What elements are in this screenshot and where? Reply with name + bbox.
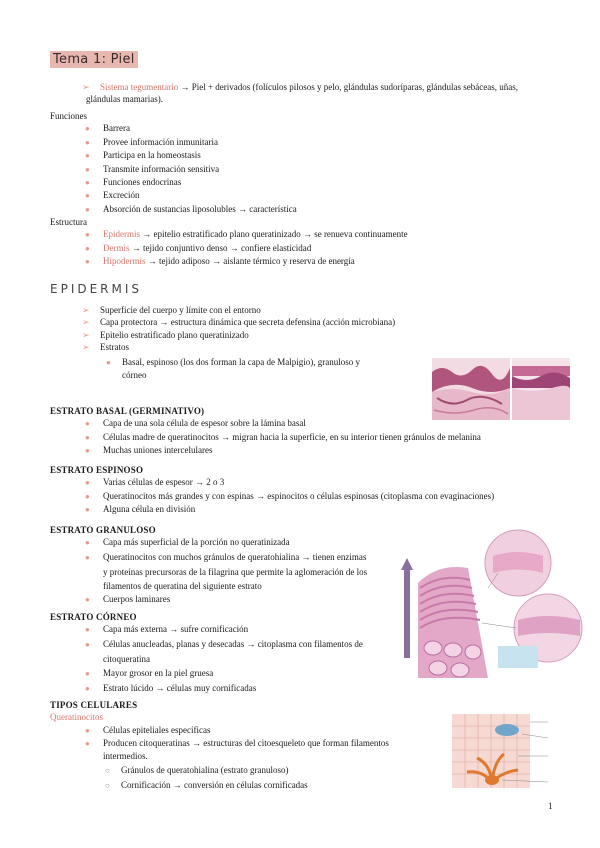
bullet-icon: ● bbox=[85, 739, 90, 749]
list-item: ● Células madre de queratinocitos → migran hacia la superficie, en su interior tienen gránulos de melanina bbox=[50, 431, 550, 444]
basal-section bbox=[50, 405, 550, 458]
list-item: ● Alguna célula en división bbox=[50, 503, 550, 516]
intro-continuation: glándulas mamarias). bbox=[86, 94, 163, 105]
funciones-section bbox=[50, 110, 550, 216]
bullet-icon: ● bbox=[85, 594, 90, 604]
list-item: ● Dermis → tejido conjuntivo denso → confiere elasticidad bbox=[50, 242, 550, 255]
bullet-icon: ● bbox=[85, 230, 90, 240]
list-item: ➢ Estratos bbox=[82, 342, 129, 353]
list-item: ● Hipodermis → tejido adiposo → aislante térmico y reserva de energía bbox=[50, 255, 550, 268]
intro-section bbox=[50, 81, 550, 106]
bullet-icon: ● bbox=[85, 538, 90, 548]
sub-list-item: ○ Gránulos de queratohialina (estrato granuloso) bbox=[50, 763, 550, 778]
list-item: ● Varias células de espesor → 2 o 3 bbox=[50, 476, 550, 489]
bullet-icon: ● bbox=[85, 191, 90, 201]
list-item: ● Queratinocitos más grandes y con espinas → espinocitos o células espinosas (citoplasma con evaginaciones) bbox=[50, 490, 550, 503]
list-item: ● Epidermis → epitelio estratificado plano queratinizado → se renueva continuamente bbox=[50, 228, 550, 241]
list-item: ➢ Epitelio estratificado plano queratinizado bbox=[82, 329, 249, 340]
arrow-bullet-icon: ➢ bbox=[82, 342, 90, 353]
bullet-icon: ● bbox=[85, 124, 90, 134]
estructura-section bbox=[50, 216, 550, 269]
list-item: ● Participa en la homeostasis bbox=[50, 149, 550, 162]
list-item: ● Estrato lúcido → células muy cornificadas bbox=[50, 681, 550, 696]
list-item: ● Capa de una sola célula de espesor sobre la lámina basal bbox=[50, 417, 550, 430]
list-item: ● Capa más externa → sufre cornificación bbox=[50, 623, 550, 636]
list-item: ● Cuerpos laminares bbox=[50, 593, 550, 606]
list-item: ● Excreción bbox=[50, 189, 550, 202]
bullet-icon: ● bbox=[85, 432, 90, 442]
page-title: Tema 1: Piel bbox=[50, 51, 138, 68]
list-item: ➢ Capa protectora → estructura dinámica que secreta defensina (acción microbiana) bbox=[82, 317, 396, 328]
circle-bullet-icon: ○ bbox=[105, 766, 110, 776]
section-heading-tipos: TIPOS CELULARES bbox=[50, 700, 138, 710]
section-heading-basal: ESTRATO BASAL (GERMINATIVO) bbox=[50, 406, 205, 416]
arrow-bullet-icon: ➢ bbox=[82, 317, 90, 328]
bullet-icon: ● bbox=[85, 137, 90, 147]
bullet-icon: ● bbox=[85, 505, 90, 515]
list-continuation: citoqueratina bbox=[103, 653, 150, 664]
intro-definition: → Piel + derivados (folículos pilosos y pelo, glándulas sudoríparas, glándulas sebáceas, uñas, bbox=[178, 82, 518, 92]
epidermis-diagram bbox=[398, 528, 588, 703]
sub-list-item: ○ Cornificación → conversión en células cornificadas bbox=[50, 778, 550, 793]
list-item: ● Células anucleadas, planas y desecadas → citoplasma con filamentos de bbox=[50, 637, 550, 652]
list-item: ➢ Superficie del cuerpo y límite con el entorno bbox=[82, 305, 261, 315]
sub-list-item: ● Basal, espinoso (los dos forman la capa de Malpigio), granuloso y bbox=[50, 356, 550, 369]
bullet-icon: ● bbox=[85, 683, 90, 693]
circle-bullet-icon: ○ bbox=[105, 781, 110, 791]
bullet-icon: ● bbox=[106, 357, 111, 367]
intro-row bbox=[50, 81, 550, 93]
arrow-bullet-icon: ➢ bbox=[82, 82, 90, 92]
list-item: ● Funciones endocrinas bbox=[50, 176, 550, 189]
bullet-icon: ● bbox=[85, 725, 90, 735]
estructura-label: Estructura bbox=[50, 217, 87, 227]
arrow-bullet-icon: ➢ bbox=[82, 305, 90, 315]
funciones-label: Funciones bbox=[50, 111, 87, 121]
bullet-icon: ● bbox=[85, 164, 90, 174]
bullet-icon: ● bbox=[85, 446, 90, 456]
list-continuation: y proteínas precursoras de la filagrina que permite la aglomeración de los bbox=[103, 566, 368, 577]
list-item: ● Producen citoqueratinas → estructuras del citoesqueleto que forman filamentos bbox=[85, 738, 389, 749]
section-heading-granuloso: ESTRATO GRANULOSO bbox=[50, 525, 156, 535]
list-item: ● Mayor grosor en la piel gruesa bbox=[50, 666, 550, 681]
subheading-queratinocitos: Queratinocitos bbox=[50, 712, 103, 723]
list-item: ● Queratinocitos con muchos gránulos de queratohialina → tienen enzimas bbox=[50, 550, 550, 565]
list-continuation: intermedios. bbox=[103, 751, 148, 762]
list-item: ● Muchas uniones intercelulares bbox=[50, 444, 550, 457]
section-heading-corneo: ESTRATO CÓRNEO bbox=[50, 612, 137, 622]
bullet-icon: ● bbox=[85, 178, 90, 188]
list-item: ● Barrera bbox=[50, 122, 550, 135]
list-continuation: filamentos de queratina del siguiente estrato bbox=[103, 580, 262, 591]
bullet-icon: ● bbox=[85, 151, 90, 161]
bullet-icon: ● bbox=[85, 419, 90, 429]
section-heading-epidermis: EPIDERMIS bbox=[50, 282, 143, 296]
list-item: ● Transmite información sensitiva bbox=[50, 163, 550, 176]
bullet-icon: ● bbox=[85, 257, 90, 267]
bullet-icon: ● bbox=[85, 491, 90, 501]
bullet-icon: ● bbox=[85, 639, 90, 649]
bullet-icon: ● bbox=[85, 204, 90, 214]
bullet-icon: ● bbox=[85, 625, 90, 635]
bullet-icon: ● bbox=[85, 552, 90, 562]
section-heading-espinoso: ESTRATO ESPINOSO bbox=[50, 465, 144, 475]
bullet-icon: ● bbox=[85, 478, 90, 488]
bullet-icon: ● bbox=[85, 243, 90, 253]
arrow-bullet-icon: ➢ bbox=[82, 329, 90, 340]
term-sistema-tegumentario: Sistema tegumentario bbox=[100, 82, 179, 92]
list-item: ● Células epiteliales específicas bbox=[50, 724, 550, 737]
bullet-icon: ● bbox=[85, 668, 90, 678]
list-item: ● Provee información inmunitaria bbox=[50, 136, 550, 149]
list-item: ● Capa más superficial de la porción no queratinizada bbox=[50, 536, 550, 549]
espinoso-section bbox=[50, 464, 550, 517]
list-item: ● Absorción de sustancias liposolubles → característica bbox=[50, 203, 550, 216]
melanocyte-diagram bbox=[452, 714, 582, 788]
page-number: 1 bbox=[548, 801, 553, 811]
sub-list-continuation: córneo bbox=[122, 370, 147, 381]
